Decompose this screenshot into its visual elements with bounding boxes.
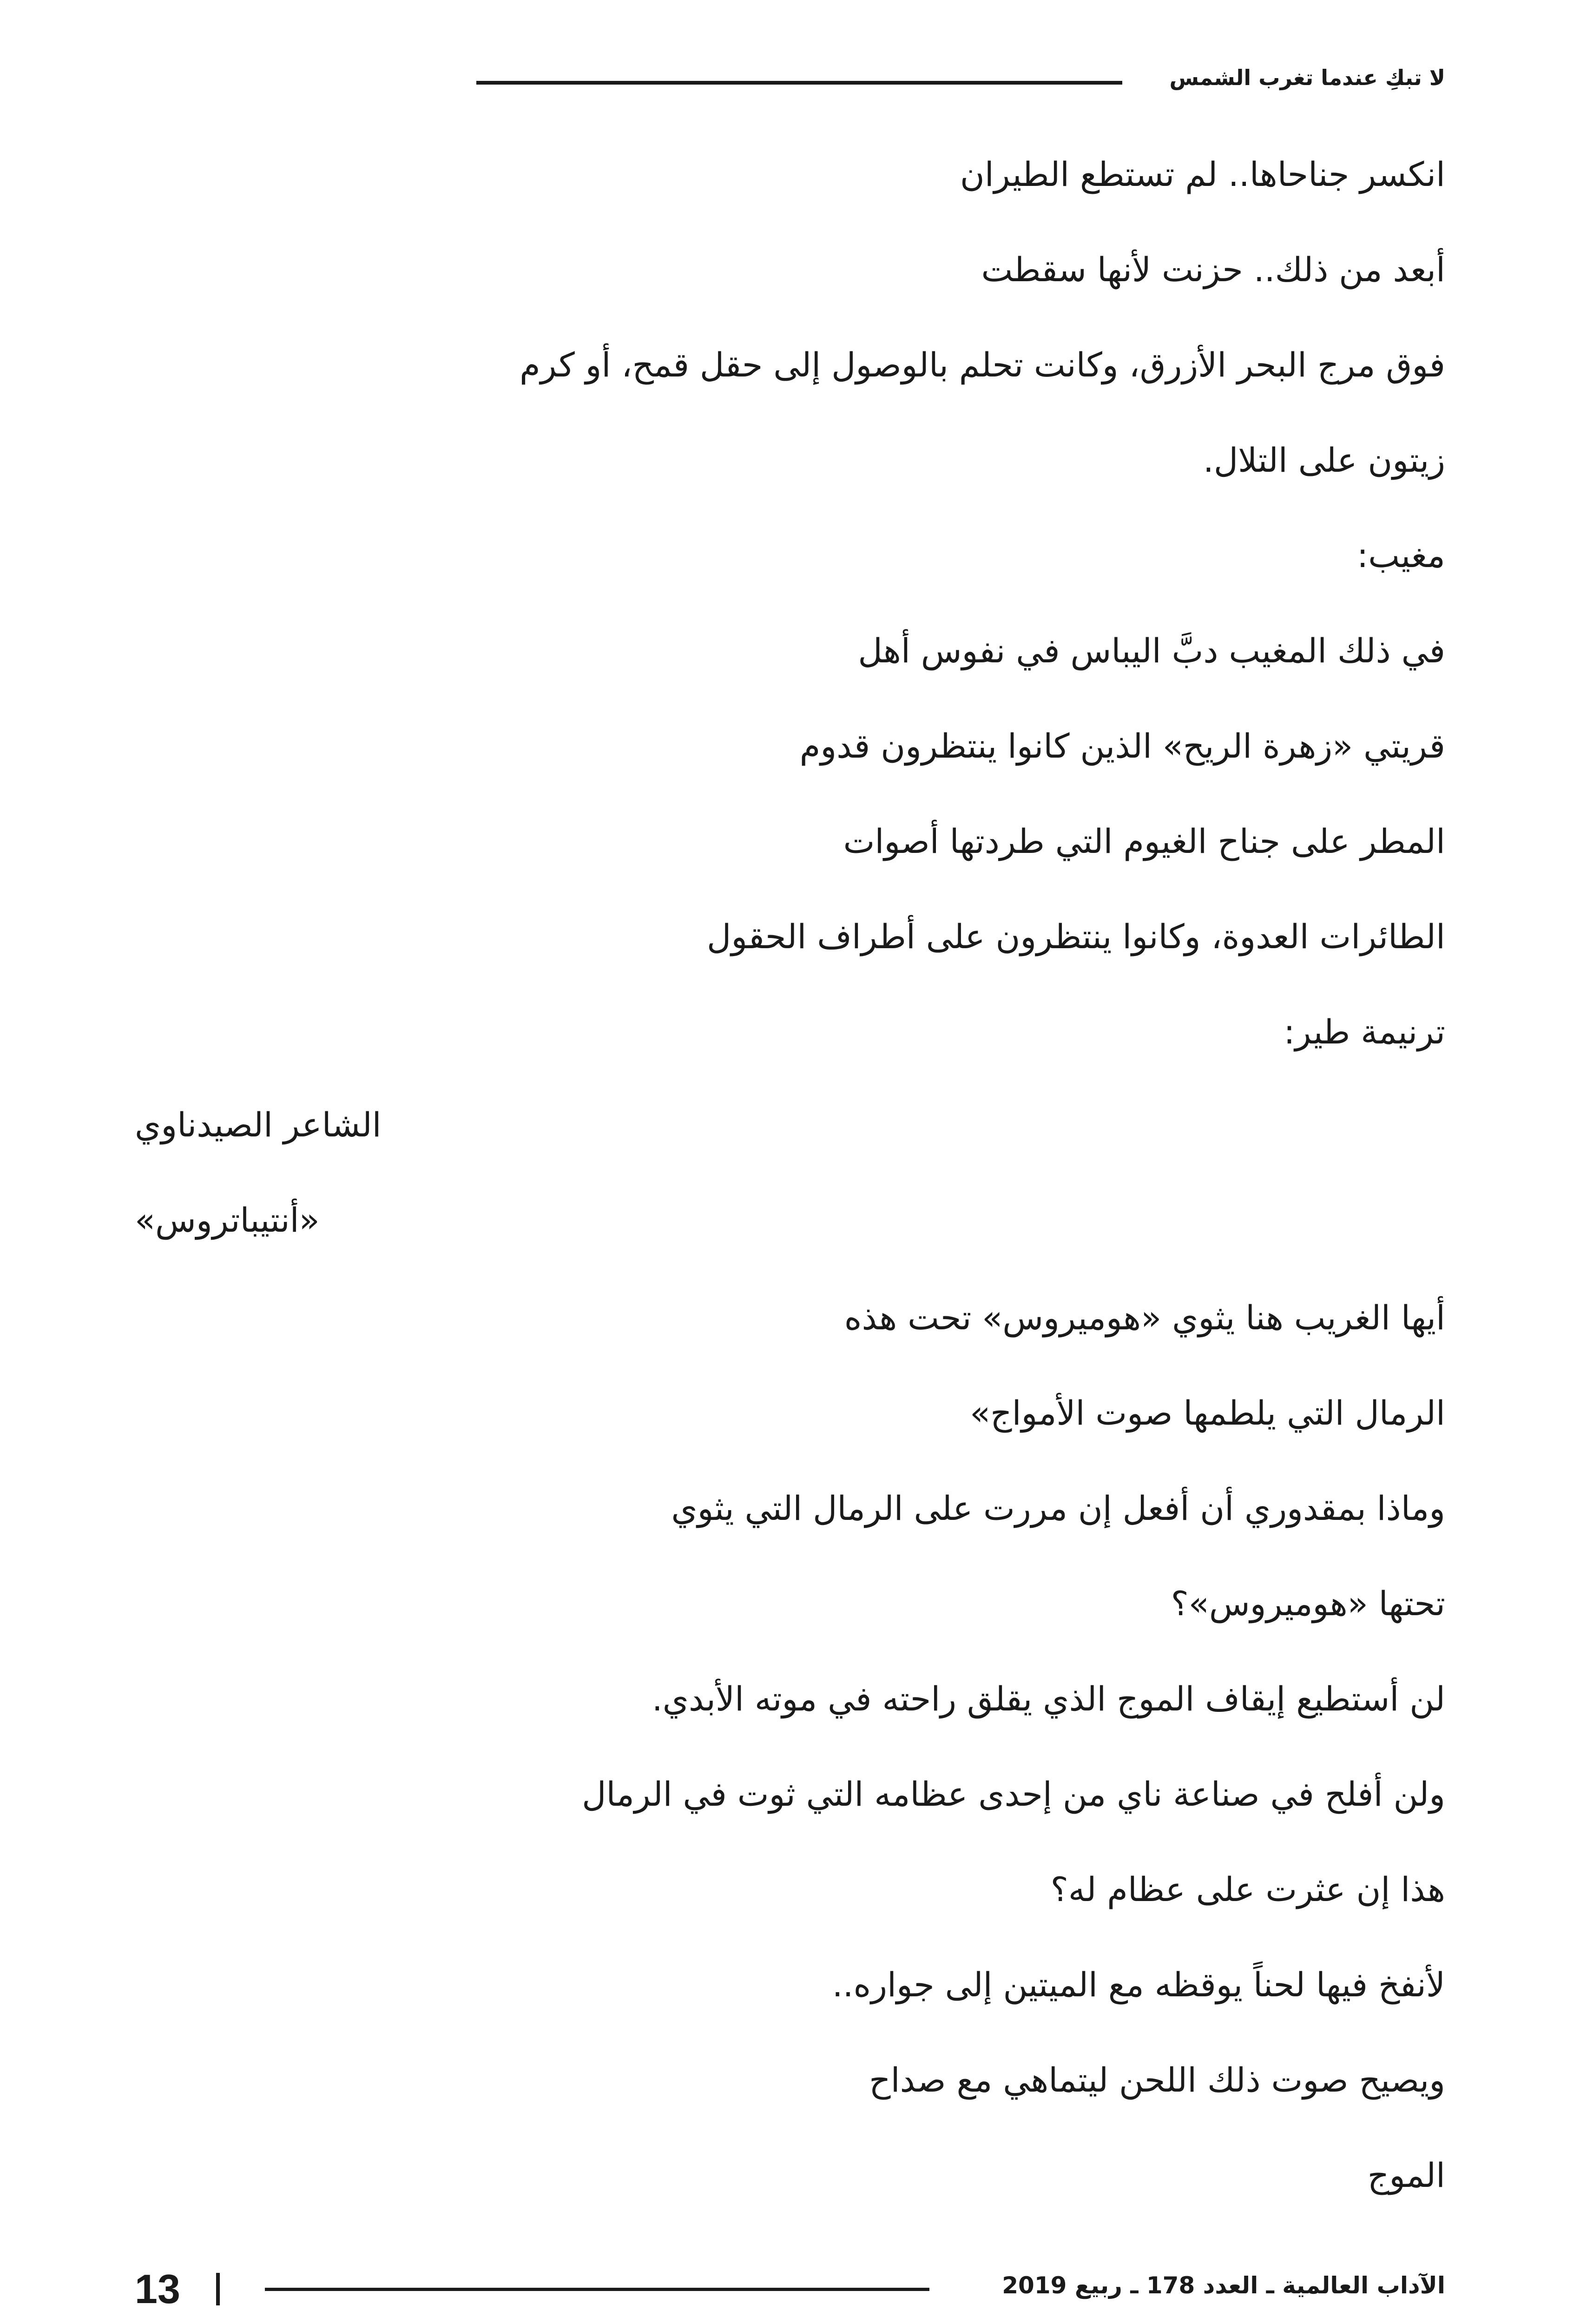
running-header: [135, 56, 1445, 98]
poem-line: انكسر جناحاها.. لم تستطع الطيران: [960, 155, 1445, 194]
poem-line: تحتها «هوميروس»؟: [1171, 1584, 1445, 1623]
poem-line: فوق مرج البحر الأزرق، وكانت تحلم بالوصول إلى حقل قمح، أو كرم: [520, 345, 1445, 384]
journal-issue: الآداب العالمية ـ العدد 178 ـ ربيع 2019: [1002, 2272, 1445, 2299]
section-heading: مغيب:: [1357, 536, 1445, 575]
footer-rule: [265, 2288, 929, 2291]
poem-line: أبعد من ذلك.. حزنت لأنها سقطت: [981, 250, 1445, 289]
poem-line: في ذلك المغيب دبَّ اليباس في نفوس أهل: [858, 631, 1445, 670]
running-title: لا تبكِ عندما تغرب الشمس: [1169, 65, 1445, 90]
poem-line: زيتون على التلال.: [1203, 441, 1445, 480]
page-footer: [135, 2264, 1445, 2315]
poem-line: هذا إن عثرت على عظام له؟: [1050, 1870, 1445, 1909]
poem-title-quote: «أنتيباتروس»: [135, 1201, 320, 1240]
poem-line: الطائرات العدوة، وكانوا ينتظرون على أطراف الحقول: [707, 917, 1445, 956]
header-rule: [476, 81, 1122, 85]
page-number-separator: [216, 2273, 220, 2305]
poem-line: وماذا بمقدوري أن أفعل إن مررت على الرمال التي يثوي: [671, 1489, 1445, 1528]
page-number: 13: [135, 2266, 180, 2312]
poem-line: الموج: [1367, 2156, 1445, 2195]
poet-attribution: الشاعر الصيدناوي: [135, 1105, 382, 1144]
poem-line: لأنفخ فيها لحناً يوقظه مع الميتين إلى جواره..: [832, 1965, 1445, 2004]
poem-line: قريتي «زهرة الريح» الذين كانوا ينتظرون قدوم: [799, 726, 1445, 766]
poem-line: لن أستطيع إيقاف الموج الذي يقلق راحته في موته الأبدي.: [652, 1679, 1445, 1718]
poem-line: أيها الغريب هنا يثوي «هوميروس» تحت هذه: [844, 1298, 1445, 1337]
poem-line: الرمال التي يلطمها صوت الأمواج»: [970, 1393, 1445, 1433]
poem-line: ويصيح صوت ذلك اللحن ليتماهي مع صداح: [869, 2060, 1445, 2100]
poem-line: المطر على جناح الغيوم التي طردتها أصوات: [843, 822, 1445, 861]
section-heading: ترنيمة طير:: [1284, 1012, 1445, 1051]
poem-line: ولن أفلح في صناعة ناي من إحدى عظامه التي ثوت في الرمال: [582, 1775, 1445, 1814]
